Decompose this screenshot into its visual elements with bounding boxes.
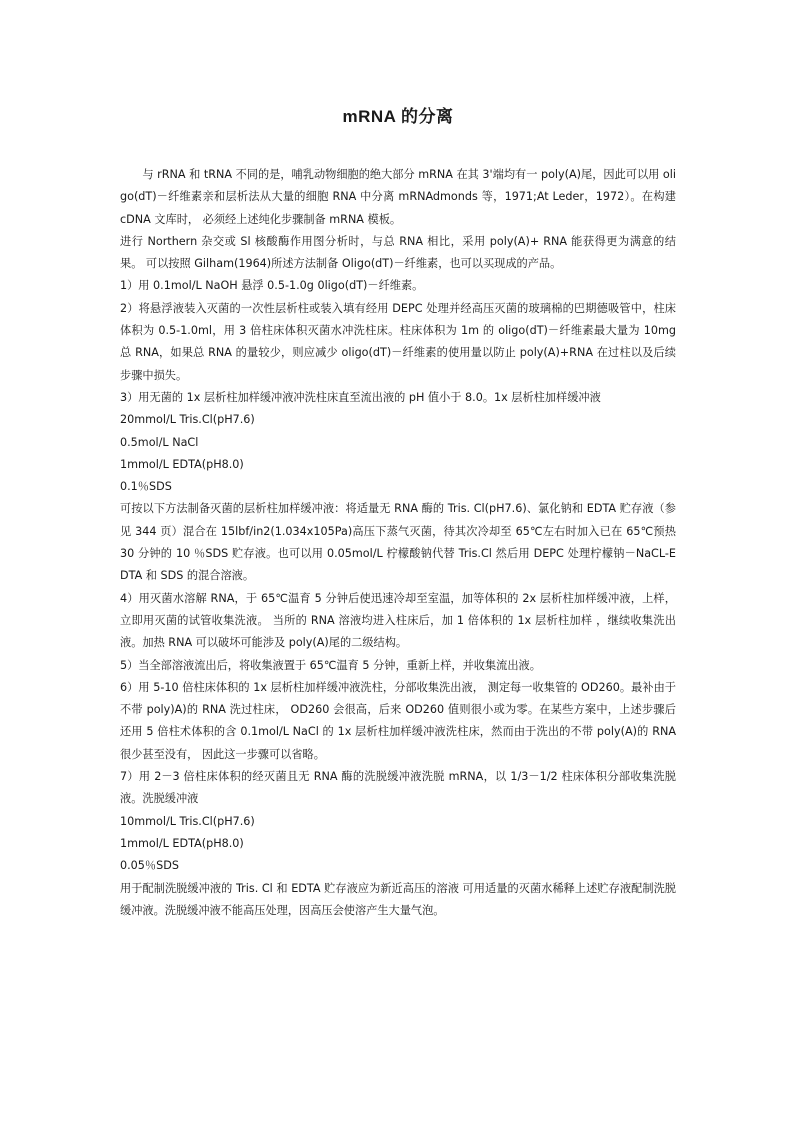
paragraph: 与 rRNA 和 tRNA 不同的是，哺乳动物细胞的绝大部分 mRNA 在其 3'端均有一 poly(A)尾，因此可以用 oligo(dT)－纤维素亲和层析法从大量的细胞 RNA 中分离 mRNAdmonds 等，1971;At Leder，1972）。在构建 cDNA 文库时， 必须经上述纯化步骤制备 mRNA 模板。 xyxy=(120,168,676,226)
paragraph: 0.5mol/L NaCl xyxy=(120,435,199,449)
page-title: mRNA 的分离 xyxy=(342,107,454,126)
paragraph: 0.05％SDS xyxy=(120,859,179,873)
paragraph: 进行 Northern 杂交或 Sl 核酸酶作用图分析时，与总 RNA 相比，采用 poly(A)+ RNA 能获得更为满意的结果。 可以按照 Gilham(1964)所述方法制备 Oligo(dT)－纤维素，也可以买现成的产品。 xyxy=(120,234,676,271)
paragraph: 2）将悬浮液装入灭菌的一次性层析柱或装入填有经用 DEPC 处理并经高压灭菌的玻璃棉的巴期德吸管中，柱床体积为 0.5-1.0ml，用 3 倍柱床体积灭菌水冲洗柱床。柱床体积为 1m 的 oligo(dT)－纤维素最大量为 10mg 总 RNA，如果总 RNA 的量较少，则应减少 oligo(dT)－纤维素的使用量以防止 poly(A)+RNA 在过柱以及后续步骤中损失。 xyxy=(120,301,676,382)
paragraph: 10mmol/L Tris.Cl(pH7.6) xyxy=(120,814,255,828)
paragraph: 用于配制洗脱缓冲液的 Tris. Cl 和 EDTA 贮存液应为新近高压的溶液 可用适量的灭菌水稀释上述贮存液配制洗脱缓冲液。洗脱缓冲液不能高压处理，因高压会使溶产生大量气泡。 xyxy=(120,881,676,917)
paragraph: 5）当全部溶液流出后，将收集液置于 65℃温育 5 分钟，重新上样，并收集流出液。 xyxy=(120,658,541,672)
document-body xyxy=(120,164,676,922)
paragraph: 3）用无菌的 1x 层析柱加样缓冲液冲洗柱床直至流出液的 pH 值小于 8.0。1x 层析柱加样缓冲液 xyxy=(120,390,601,404)
document-page xyxy=(120,100,676,922)
paragraph: 20mmol/L Tris.Cl(pH7.6) xyxy=(120,413,255,427)
paragraph: 1mmol/L EDTA(pH8.0) xyxy=(120,457,244,471)
paragraph: 7）用 2－3 倍柱床体积的经灭菌且无 RNA 酶的洗脱缓冲液洗脱 mRNA，以 1/3－1/2 柱床体积分部收集洗脱液。洗脱缓冲液 xyxy=(120,770,676,806)
paragraph: 6）用 5-10 倍柱床体积的 1x 层析柱加样缓冲液洗柱，分部收集洗出液， 测定每一收集管的 OD260。最补由于不带 poly)A)的 RNA 洗过柱床， OD260 会很高，后来 OD260 值则很小或为零。在某些方案中，上述步骤后还用 5 倍柱术体积的含 0.1mol/L NaCl 的 1x 层析柱加样缓冲液洗柱床，然而由于洗出的不带 poly(A)的 RNA 很少甚至没有， 因此这一步骤可以省略。 xyxy=(120,680,676,761)
paragraph: 可按以下方法制备灭菌的层析柱加样缓冲液：将适量无 RNA 酶的 Tris. Cl(pH7.6)、氯化钠和 EDTA 贮存液（参见 344 页）混合在 15lbf/in2(1.034x105Pa)高压下蒸气灭菌，待其次冷却至 65℃左右时加入已在 65℃预热 30 分钟的 10 ％SDS 贮存液。也可以用 0.05mol/L 柠檬酸钠代替 Tris.Cl 然后用 DEPC 处理柠檬钠－NaCL-EDTA 和 SDS 的混合溶液。 xyxy=(120,502,676,583)
paragraph: 1）用 0.1mol/L NaOH 悬浮 0.5-1.0g 0ligo(dT)－纤维素。 xyxy=(120,279,424,293)
paragraph: 0.1％SDS xyxy=(120,480,172,494)
paragraph: 4）用灭菌水溶解 RNA，于 65℃温育 5 分钟后使迅速冷却至室温，加等体积的 2x 层析柱加样缓冲液，上样，立即用灭菌的试管收集洗液。 当所的 RNA 溶液均进入柱床后，加 1 倍体积的 1x 层析柱加样 ，继续收集洗出液。加热 RNA 可以破坏可能涉及 poly(A)尾的二级结构。 xyxy=(120,591,676,650)
paragraph: 1mmol/L EDTA(pH8.0) xyxy=(120,836,244,850)
